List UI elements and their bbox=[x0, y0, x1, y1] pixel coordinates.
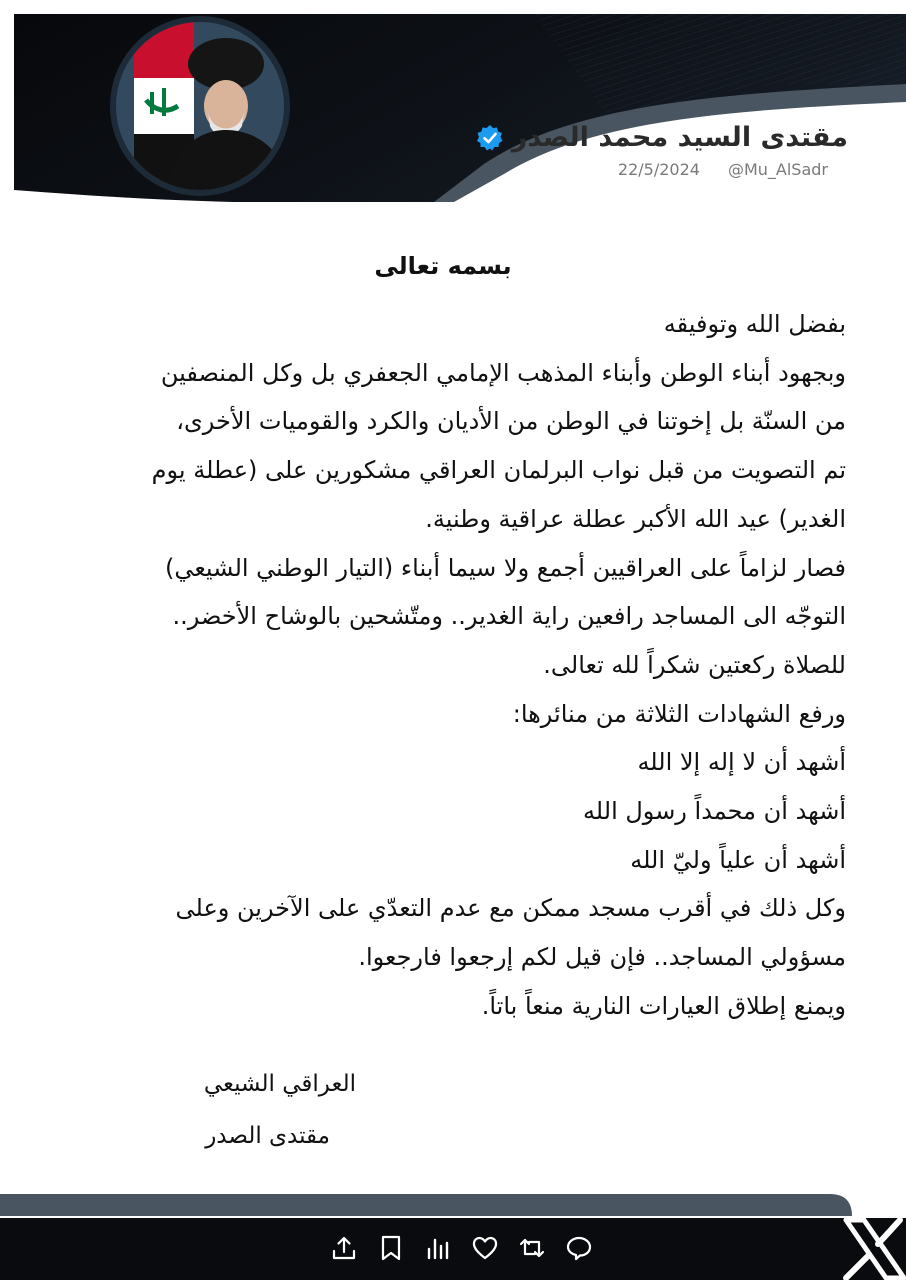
statement-line: وبجهود أبناء الوطن وأبناء المذهب الإمامي الجعفري بل وكل المنصفين bbox=[160, 358, 846, 387]
statement-signature bbox=[204, 1058, 356, 1162]
statement-line: ورفع الشهادات الثلاثة من منائرها: bbox=[512, 699, 846, 728]
profile-header bbox=[14, 14, 906, 202]
statement-line: للصلاة ركعتين شكراً لله تعالى. bbox=[543, 650, 846, 679]
signature-title: العراقي الشيعي bbox=[203, 1071, 356, 1097]
statement-line: مسؤولي المساجد.. فإن قيل لكم إرجعوا فارجعوا. bbox=[358, 943, 846, 972]
tweet-date: 22/5/2024 bbox=[617, 160, 700, 179]
tweet-action-bar bbox=[0, 1188, 906, 1280]
statement-heading: بسمه تعالى bbox=[374, 252, 512, 280]
statement-line: فصار لزاماً على العراقيين أجمع ولا سيما أبناء (التيار الوطني الشيعي) bbox=[164, 553, 846, 582]
share-icon[interactable] bbox=[330, 1234, 358, 1262]
statement-body bbox=[40, 246, 846, 1031]
profile-avatar[interactable] bbox=[116, 22, 284, 190]
views-icon[interactable] bbox=[424, 1234, 452, 1262]
statement-line: أشهد أن لا إله إلا الله bbox=[637, 748, 846, 777]
reply-icon[interactable] bbox=[565, 1234, 593, 1262]
display-name[interactable]: مقتدى السيد محمد الصدر bbox=[511, 122, 848, 153]
account-name-row bbox=[476, 122, 848, 153]
statement-line: ويمنع إطلاق العيارات النارية منعاً باتاً. bbox=[481, 991, 846, 1020]
heart-icon[interactable] bbox=[471, 1234, 499, 1262]
statement-line: تم التصويت من قبل نواب البرلمان العراقي مشكورين على (عطلة يوم bbox=[151, 456, 846, 485]
statement-line: أشهد أن علياً وليّ الله bbox=[630, 845, 846, 874]
statement-line: أشهد أن محمداً رسول الله bbox=[582, 797, 846, 826]
statement-line: من السنّة بل إخوتنا في الوطن من الأديان والكرد والقوميات الأخرى، bbox=[176, 407, 846, 436]
statement-line: وكل ذلك في أقرب مسجد ممكن مع عدم التعدّي على الآخرين وعلى bbox=[175, 894, 846, 923]
account-handle[interactable]: @Mu_AlSadr bbox=[727, 160, 828, 179]
signature-name: مقتدى الصدر bbox=[205, 1123, 330, 1149]
statement-line: بفضل الله وتوفيقه bbox=[663, 310, 846, 338]
verified-badge-icon bbox=[476, 124, 504, 152]
avatar-portrait bbox=[116, 22, 284, 190]
action-icons bbox=[330, 1234, 593, 1262]
statement-line: الغدير) عيد الله الأكبر عطلة عراقية وطنية. bbox=[425, 504, 846, 533]
tweet-meta bbox=[618, 160, 828, 179]
statement-line: التوجّه الى المساجد رافعين راية الغدير.. ومتّشحين بالوشاح الأخضر.. bbox=[172, 602, 846, 631]
retweet-icon[interactable] bbox=[518, 1234, 546, 1262]
bookmark-icon[interactable] bbox=[377, 1234, 405, 1262]
x-logo-icon bbox=[840, 1218, 906, 1280]
